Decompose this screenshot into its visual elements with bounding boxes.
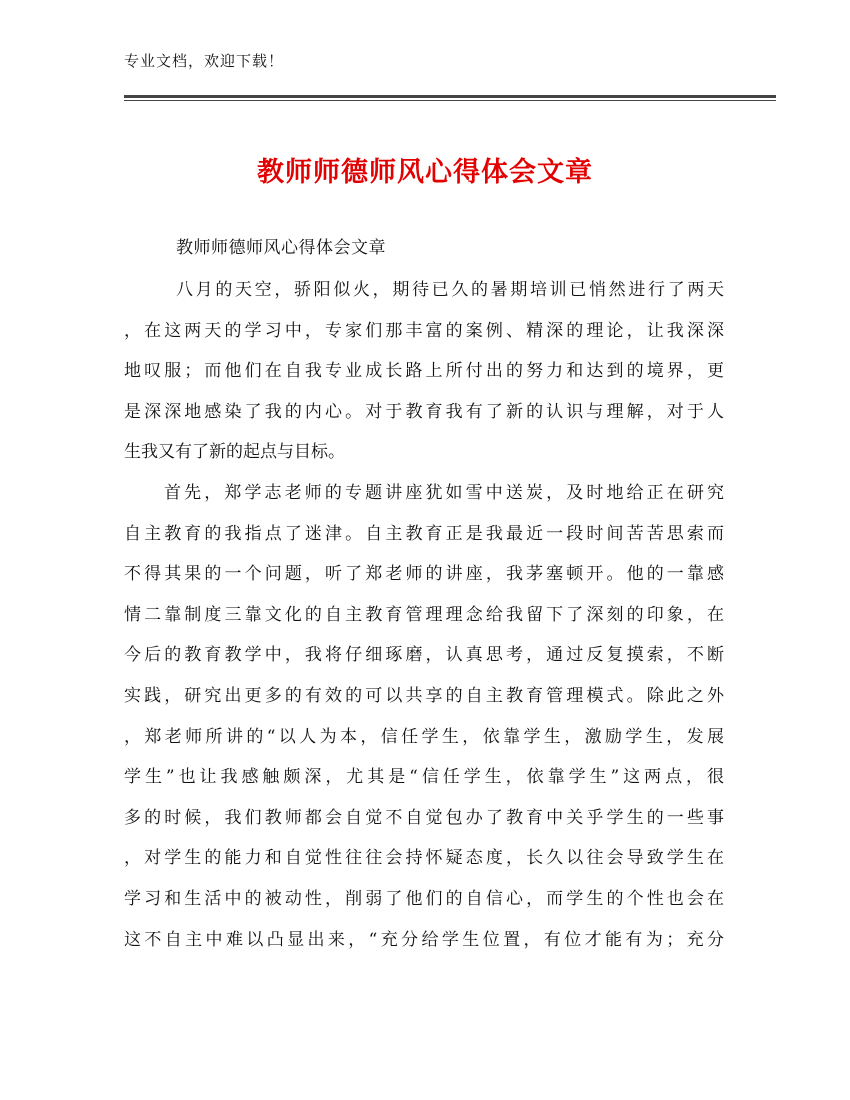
page-header: 专业文档，欢迎下载！ (124, 52, 285, 70)
header-rule (124, 95, 776, 98)
document-title: 教师师德师风心得体会文章 (257, 157, 593, 188)
paragraph-2-line: 今后的教育教学中，我将仔细琢磨，认真思考，通过反复摸索，不断 (124, 645, 724, 666)
paragraph-2-line: 这不自主中难以凸显出来，“充分给学生位置，有位才能有为；充分 (124, 929, 724, 950)
paragraph-1-line: 地叹服；而他们在自我专业成长路上所付出的努力和达到的境界，更 (124, 361, 724, 382)
paragraph-1-line: ，在这两天的学习中，专家们那丰富的案例、精深的理论，让我深深 (124, 320, 724, 341)
paragraph-2-line: 学生”也让我感触颇深，尤其是“信任学生，依靠学生”这两点，很 (124, 767, 724, 788)
paragraph-2-line: ，对学生的能力和自觉性往往会持怀疑态度，长久以往会导致学生在 (124, 848, 724, 869)
paragraph-2-line: 情二靠制度三靠文化的自主教育管理理念给我留下了深刻的印象，在 (124, 604, 724, 625)
document-body (124, 270, 724, 960)
paragraph-2-line: 多的时候，我们教师都会自觉不自觉包办了教育中关乎学生的一些事 (124, 807, 724, 828)
paragraph-1-line: 生我又有了新的起点与目标。 (124, 442, 345, 463)
paragraph-2-line: 首先，郑学志老师的专题讲座犹如雪中送炭，及时地给正在研究 (164, 482, 724, 503)
paragraph-2-line: 实践，研究出更多的有效的可以共享的自主教育管理模式。除此之外 (124, 685, 724, 706)
paragraph-2-line: 学习和生活中的被动性，削弱了他们的自信心，而学生的个性也会在 (124, 888, 724, 909)
paragraph-2-line: 自主教育的我指点了迷津。自主教育正是我最近一段时间苦苦思索而 (124, 523, 724, 544)
paragraph-2-line: 不得其果的一个问题，听了郑老师的讲座，我茅塞顿开。他的一靠感 (124, 564, 724, 585)
document-subtitle: 教师师德师风心得体会文章 (176, 238, 386, 258)
header-rule-thin (124, 100, 776, 101)
paragraph-1-line: 八月的天空，骄阳似火，期待已久的暑期培训已悄然进行了两天 (176, 280, 724, 300)
paragraph-2-line: ，郑老师所讲的“以人为本，信任学生，依靠学生，激励学生，发展 (124, 726, 724, 747)
paragraph-1-line: 是深深地感染了我的内心。对于教育我有了新的认识与理解，对于人 (124, 401, 724, 422)
